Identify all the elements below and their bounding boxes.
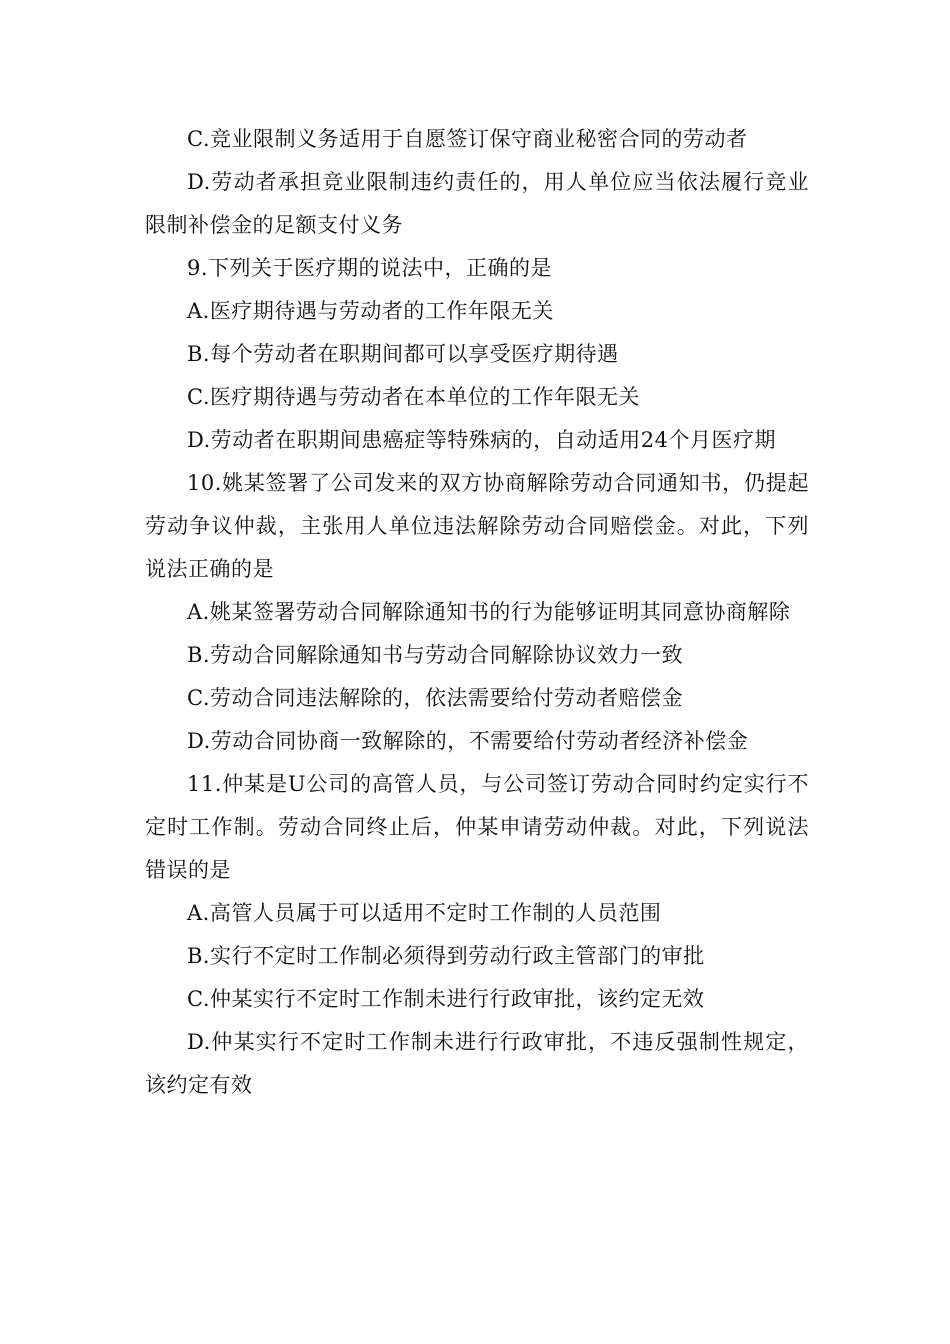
option-9c: C.医疗期待遇与劳动者在本单位的工作年限无关 (187, 385, 640, 409)
option-9a: A.医疗期待遇与劳动者的工作年限无关 (187, 299, 554, 323)
option-10b: B.劳动合同解除通知书与劳动合同解除协议效力一致 (187, 643, 684, 667)
option-8d: D.劳动者承担竞业限制违约责任的，用人单位应当依法履行竞业限制补偿金的足额支付义务 (145, 170, 809, 237)
option-11d: D.仲某实行不定时工作制未进行行政审批，不违反强制性规定，该约定有效 (145, 1030, 809, 1097)
question-10: 10.姚某签署了公司发来的双方协商解除劳动合同通知书，仍提起劳动争议仲裁，主张用人单位违法解除劳动合同赔偿金。对此，下列说法正确的是 (145, 471, 809, 581)
option-11b: B.实行不定时工作制必须得到劳动行政主管部门的审批 (187, 944, 705, 968)
option-11a: A.高管人员属于可以适用不定时工作制的人员范围 (187, 901, 662, 925)
option-10c: C.劳动合同违法解除的，依法需要给付劳动者赔偿金 (187, 686, 683, 710)
option-8c: C.竞业限制义务适用于自愿签订保守商业秘密合同的劳动者 (187, 127, 748, 151)
option-10d: D.劳动合同协商一致解除的，不需要给付劳动者经济补偿金 (187, 729, 749, 753)
question-11: 11.仲某是U公司的高管人员，与公司签订劳动合同时约定实行不定时工作制。劳动合同终止后，仲某申请劳动仲裁。对此，下列说法错误的是 (145, 772, 809, 882)
document-body (145, 118, 809, 1107)
option-9d: D.劳动者在职期间患癌症等特殊病的，自动适用24个月医疗期 (187, 428, 776, 452)
option-11c: C.仲某实行不定时工作制未进行行政审批，该约定无效 (187, 987, 705, 1011)
option-9b: B.每个劳动者在职期间都可以享受医疗期待遇 (187, 342, 619, 366)
option-10a: A.姚某签署劳动合同解除通知书的行为能够证明其同意协商解除 (187, 600, 791, 624)
question-9: 9.下列关于医疗期的说法中，正确的是 (187, 256, 553, 280)
